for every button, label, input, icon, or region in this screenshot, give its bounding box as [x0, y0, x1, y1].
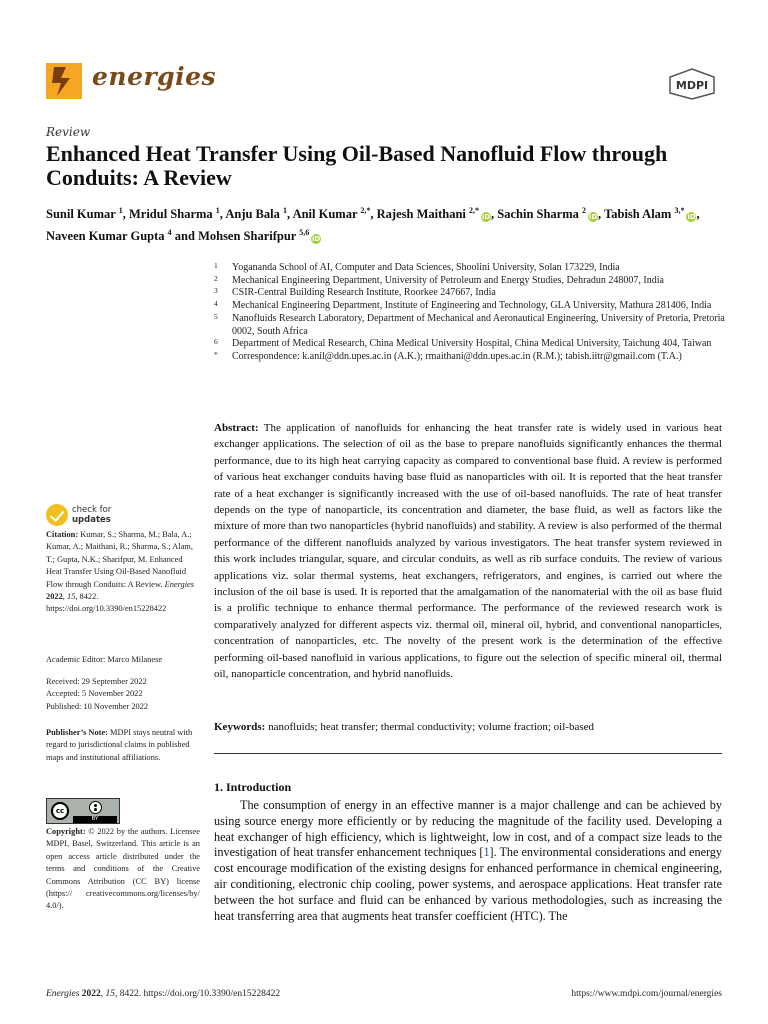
- keywords: [214, 720, 722, 735]
- citation-link[interactable]: 1: [483, 845, 490, 860]
- intro-text-part2: ]. The environmental considerations and energy cost encourage modification of the existing designs for enhanced performance in chemical engineering, air conditioning, electronic chip cooling, power systems, and aerospace applications. Heat transfer rate between the hot surface and fluid can be enhanced by various methodologies, such as increasing the heat transferring area that augments heat transfer coefficient (HTC). The: [214, 845, 722, 923]
- publisher-note-text: MDPI stays neutral with regard to jurisdictional claims in published maps and institutional affiliations.: [46, 728, 193, 762]
- affiliation-number: 5: [214, 311, 218, 321]
- section-divider: [214, 753, 722, 754]
- affiliation-item: [214, 351, 734, 364]
- orcid-icon[interactable]: iD: [481, 213, 491, 222]
- section-heading: 1. Introduction: [214, 780, 292, 794]
- author-name: Tabish Alam $^{3,*}$iD: [604, 206, 696, 222]
- abstract-text: The application of nanofluids for enhancing the heat transfer rate is widely used in various heat exchanger applications. The selection of oil as the base to prepare nanofluids significantly enhances the thermal performance, due to its high heat carrying capacity as compared to conventional base fluid. A review is performed of various heat exchanger conduits having base fluid as nanoparticles with oil. It is reported that the heat transfer rate of a heat exchanger is significantly increased with the use of oil-based nanofluids. The rate of heat transfer depends on the type of nanoparticle, its concentration and diameter, the base fluid, as well as factors like the mixture of more than two nanoparticles (hybrid nanofluids) and stability. A review is also performed of the thermal performance of the different nanofluids analyzed by various investigators. The heat transfer system reviewed in this work includes triangular, square, and circular conduits, as well as rib surface conduits. The review of various applications viz. solar thermal systems, heat exchangers, refrigerators, and engines, is carried out where the inclusion of the oil base is used. It is reported that the amalgamation of the nanomaterial with the oil as base fluid is a prolific technique to enhance thermal performance. The performance of the reviewed research work is comparatively analyzed for different aspects viz. thermal oil, mineral oil, hybrid, and conventional nanoparticles, concentration of nanoparticles, etc. The novelty of the present work is the determination of the effective performing oil-based nanofluid in various applications, to figure out the selection of specific mineral oil, thermal oil, nanoparticle concentration, and hybrid nanofluids.: [214, 422, 722, 681]
- affiliation-text: Mechanical Engineering Department, Institute of Engineering and Technology, GLA University, Mathura 281406, India: [232, 300, 712, 312]
- intro-text-part1: The consumption of energy in an effective manner is a major challenge and can be achieved by using source energy more efficiently or by reducing the magnitude of the facility used. Developing a heat exchanger of high efficiency, which is lightweight, low in cost, and of a compact size leads to the investigation of heat transfer enhancement techniques [: [214, 798, 722, 860]
- citation-year: 2022: [46, 592, 63, 602]
- affiliation-text: Yogananda School of AI, Computer and Data Sciences, Shoolini University, Solan 173229, India: [232, 262, 620, 273]
- footer-year: 2022: [81, 989, 101, 999]
- affiliation-item: [214, 287, 734, 300]
- author-list: Sunil Kumar $^1$, Mridul Sharma $^1$, Anju Bala $^1$, Anil Kumar $^{2,*}$, Rajesh Maithani $^{2,*}$iD, Sachin Sharma $^2$iD, Tabish Alam $^{3,*}$iD, Naveen Kumar Gupta $^4$ and Mohsen Sharifpur $^{5,6}$iD: [46, 206, 700, 243]
- footer-citation: Energies 2022, 15, 8422. https://doi.org/10.3390/en15228422: [46, 989, 281, 999]
- footer-journal-url[interactable]: https://www.mdpi.com/journal/energies: [571, 989, 722, 999]
- author-affiliation-marker: 2: [582, 206, 587, 215]
- footer-journal: Energies: [46, 989, 80, 999]
- academic-editor: Academic Editor: Marco Milanese: [46, 655, 163, 664]
- affiliation-text: Department of Medical Research, China Medical University Hospital, China Medical University, Taichung 404, Taiwan: [232, 338, 712, 350]
- by-label: BY: [73, 816, 117, 823]
- author-name: Sunil Kumar $^1$: [46, 206, 123, 222]
- publisher-note: [46, 727, 200, 764]
- author-name: Mohsen Sharifpur $^{5,6}$iD: [198, 227, 321, 243]
- copyright-label: Copyright:: [46, 827, 86, 836]
- affiliation-item: [214, 300, 734, 313]
- affiliation-item: [214, 275, 734, 288]
- abstract: [214, 420, 722, 683]
- citation-label: Citation:: [46, 530, 79, 539]
- author-name: Rajesh Maithani $^{2,*}$iD: [376, 206, 491, 222]
- author-name: Naveen Kumar Gupta $^4$: [46, 227, 172, 243]
- author-affiliation-marker: 1: [283, 206, 287, 215]
- affiliations: [214, 262, 734, 364]
- footer-doi[interactable]: , 8422. https://doi.org/10.3390/en15228422: [115, 989, 281, 999]
- orcid-icon[interactable]: iD: [687, 213, 696, 222]
- check-for-updates-button[interactable]: [46, 503, 136, 529]
- orcid-icon[interactable]: iD: [588, 213, 598, 222]
- creative-commons-icon: cc: [51, 802, 69, 820]
- cc-by-license-badge[interactable]: [46, 798, 120, 824]
- affiliation-number: *: [214, 349, 218, 359]
- affiliation-number: 4: [214, 299, 218, 309]
- copyright-block: [46, 826, 200, 913]
- check-updates-line1: check for: [72, 505, 112, 515]
- author-affiliation-marker: 3,*: [674, 206, 685, 215]
- affiliation-number: 3: [214, 286, 218, 296]
- author-affiliation-marker: 2,*: [360, 206, 371, 215]
- accepted-date: Accepted: 5 November 2022: [46, 689, 143, 699]
- author-name: Anil Kumar $^{2,*}$: [292, 206, 371, 222]
- published-date: Published: 10 November 2022: [46, 701, 149, 711]
- mdpi-logo-icon: [666, 68, 718, 100]
- author-name: Mridul Sharma $^1$: [128, 206, 220, 222]
- article-title: Enhanced Heat Transfer Using Oil-Based Nanofluid Flow through Conduits: A Review: [46, 141, 668, 190]
- author-name: Sachin Sharma $^2$iD: [497, 206, 598, 222]
- affiliation-number: 1: [214, 261, 218, 270]
- check-updates-text: [72, 505, 111, 525]
- author-affiliation-marker: 1: [215, 206, 220, 215]
- footer-volume: 15: [105, 989, 116, 999]
- publication-dates: [46, 676, 200, 713]
- received-date: Received: 29 September 2022: [46, 677, 147, 686]
- citation-block: Citation: Kumar, S.; Sharma, M.; Bala, A.; Kumar, A.; Maithani, R.; Sharma, S.; Alam, T.; Gupta, N.K.; Sharifpur, M. Enhanced Heat Transfer Using Oil-Based Nanofluid Flow through Conduits: A Review. Energies 2022, 15, 8422. https://doi.org/10.3390/en15228422: [46, 530, 195, 614]
- affiliation-text: Nanofluids Research Laboratory, Department of Mechanical and Aeronautical Engineering, University of Pretoria, Pretoria 0002, South Africa: [232, 312, 725, 337]
- author-affiliation-marker: 5,6: [299, 227, 310, 237]
- affiliation-item: [214, 262, 734, 275]
- author-name: Anju Bala $^1$: [225, 206, 287, 222]
- publisher-note-label: Publisher’s Note:: [46, 728, 108, 737]
- article-type: Review: [46, 125, 91, 139]
- orcid-icon[interactable]: iD: [312, 234, 321, 243]
- author-affiliation-marker: 2,*: [469, 206, 480, 215]
- abstract-label: Abstract:: [214, 422, 259, 434]
- author-affiliation-marker: 1: [118, 206, 123, 215]
- journal-name: energies: [92, 62, 217, 91]
- citation-tail[interactable]: , 8422. https://doi.org/10.3390/en15228422: [46, 592, 167, 614]
- citation-volume: 15: [66, 592, 76, 602]
- check-updates-icon: [46, 504, 68, 526]
- affiliation-text: CSIR-Central Building Research Institute, Roorkee 247667, India: [232, 287, 496, 299]
- keywords-label: Keywords:: [214, 721, 266, 733]
- affiliation-number: 6: [214, 337, 218, 347]
- check-updates-line2: updates: [72, 515, 111, 525]
- attribution-person-icon: [89, 801, 102, 814]
- citation-text: Kumar, S.; Sharma, M.; Bala, A.; Kumar, A.; Maithani, R.; Sharma, S.; Alam, T.; Gupta, N.K.; Sharifpur, M. Enhanced Heat Transfer Using Oil-Based Nanofluid Flow through Conduits: A Review.: [46, 530, 193, 589]
- citation-journal: Energies: [164, 579, 195, 589]
- affiliation-item: [214, 338, 734, 351]
- affiliation-item: [214, 313, 734, 338]
- keywords-text: nanofluids; heat transfer; thermal conductivity; volume fraction; oil-based: [268, 721, 595, 733]
- affiliation-text: Mechanical Engineering Department, University of Petroleum and Energy Studies, Dehradun 248007, India: [232, 274, 664, 286]
- mdpi-logo-text: MDPI: [675, 79, 709, 92]
- affiliation-number: 2: [214, 273, 218, 283]
- affiliation-text: Correspondence: k.anil@ddn.upes.ac.in (A.K.); rmaithani@ddn.upes.ac.in (R.M.); tabish.iitr@gmail.com (T.A.): [232, 350, 682, 362]
- intro-paragraph: [214, 798, 722, 924]
- energies-logo-icon: [46, 61, 82, 101]
- copyright-text: © 2022 by the authors. Licensee MDPI, Basel, Switzerland. This article is an open access article distributed under the terms and conditions of the Creative Commons Attribution (CC BY) license (https:// creativecommons.org/licenses/by/ 4.0/).: [46, 827, 200, 911]
- author-affiliation-marker: 4: [167, 227, 172, 237]
